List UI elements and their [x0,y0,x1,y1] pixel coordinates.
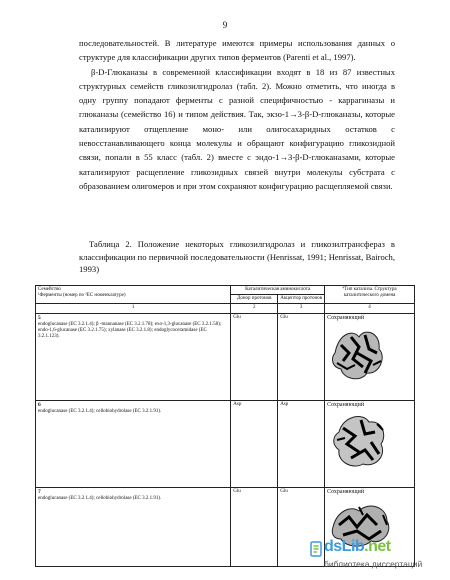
body-text [79,36,395,193]
header-enzymes: ¹Ферменты (номер по ²ЕС номенклатуре) [38,293,126,298]
header-family [36,286,231,304]
acceptor-cell: Glu [278,488,325,567]
dslib-watermark [310,538,430,574]
table-row [36,401,415,488]
header-catalytic: Каталитическая аминокислота [231,286,325,295]
table-row [36,314,415,401]
enzyme-list: endoglucanase (EC 3.2.1.4); β -mannanase (EC 3.2.1.78); exo-1,3-glucanase (EC 3.2.1.58); endo-1,6-glucanase (EC 3.2.1.75); xylanase (EC 3.2.1.8); endoglycoceramidase (EC 3.2.1.123). [38,322,222,339]
catalysis-type: Сохраняющий [327,402,365,408]
acceptor-cell: Asp [278,401,325,488]
structure-cell [325,314,415,401]
brand-suffix: .net [364,538,391,555]
donor-cell: Asp [231,401,278,488]
acceptor-cell: Glu [278,314,325,401]
family-number: 7 [38,489,41,495]
brand-main: dsLib [324,538,365,555]
family-number: 5 [38,315,41,321]
watermark-brand [324,538,391,556]
header-catalysis: ⁴Тип катализа. Структура каталитического домена [325,286,415,304]
enzyme-list: endoglucanase (EC 3.2.1.4); cellobiohydrolase (EC 3.2.1.91). [38,409,162,414]
family-cell [36,314,231,401]
family-cell [36,401,231,488]
donor-cell: Glu [231,488,278,567]
donor-cell: Glu [231,314,278,401]
header-acceptor: Акцептор протонов [278,295,325,304]
structure-cell [325,401,415,488]
catalysis-type: Сохраняющий [327,489,365,495]
table-header-row [36,286,415,295]
paragraph-2: β-D-Глюканазы в современной классификации входят в 18 из 87 известных структурных семейств гликозилгидролаз (табл. 2). Можно отметить, что иногда в одну группу попадают ферменты с разной специфичностью - каррагиназы и глюканазы (семейство 16) и типом действия. Так, экзо-1→3-β-D-глюканазы, которые катализируют отщепление моно- или олигосахаридных остатков с невосстанавливающего конца молекулы и обращают конфигурацию гликозидной связи, попали в 55 класс (табл. 2) вместе с эндо-1→3-β-D-глюканазами, которые катализируют расщепление гликозидных связей внутри молекулы субстрата с образованием олигомеров и при этом сохраняют конфигурацию расщепляемой связи. [79,66,395,191]
header-family-title: Семейство [38,287,61,292]
column-number: 3 [278,304,325,314]
protein-structure-image [329,323,389,385]
column-number: 1 [36,304,231,314]
enzyme-list: endoglucanase (EC 3.2.1.4); cellobiohydrolase (EC 3.2.1.91). [38,496,162,501]
column-number: 4 [325,304,415,314]
paragraph-1: последовательностей. В литературе имеются примеры использования данных о структуре для классификации других типов ферментов (Parenti et al., 1997). [79,38,395,63]
dslib-logo-icon [310,541,322,557]
page-number: 9 [222,20,228,30]
table-caption: Таблица 2. Положение некоторых гликозилгидролаз и гликозилтрансфераз в классификации по первичной последовательности (Henrissat, 1991; Henrissat, Bairoch, 1993) [79,239,395,275]
watermark-tagline: библиотека диссертаций [324,559,423,569]
header-donor: Донор протонов [231,295,278,304]
catalysis-type: Сохраняющий [327,315,365,321]
protein-structure-image [329,410,391,472]
table-number-row [36,304,415,314]
family-cell [36,488,231,567]
family-number: 6 [38,402,41,408]
column-number: 2 [231,304,278,314]
classification-table [35,285,415,567]
